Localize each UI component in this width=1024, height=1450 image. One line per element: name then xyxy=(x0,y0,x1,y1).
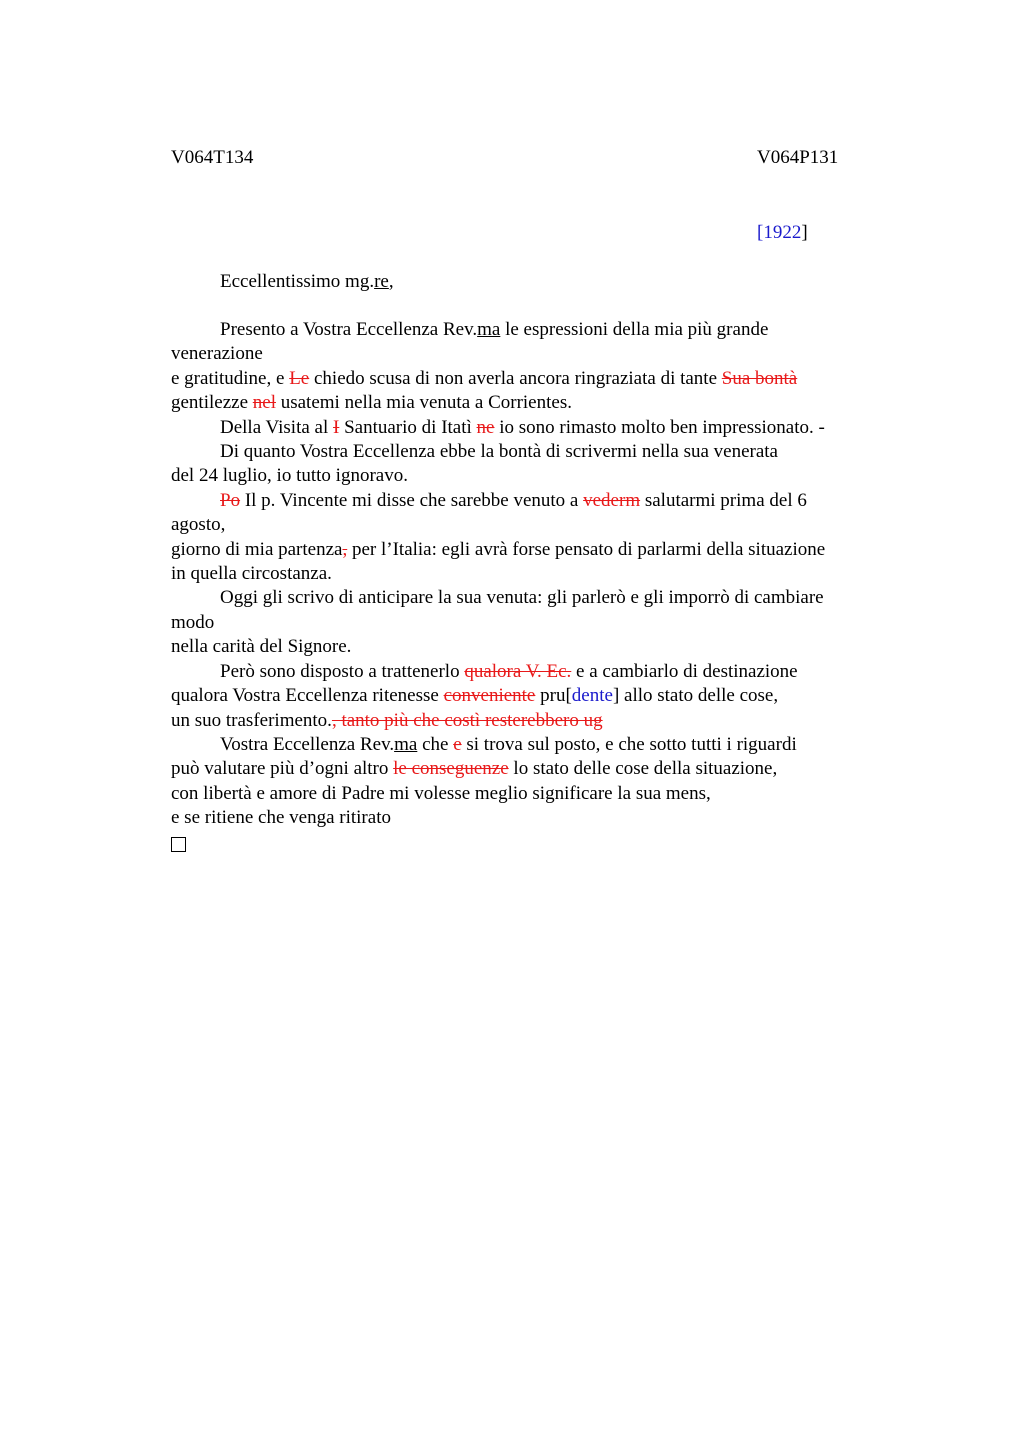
text-line: venerazione xyxy=(171,343,263,365)
text-line xyxy=(171,367,891,391)
text-span: gentilezze xyxy=(171,392,253,414)
editorial-insertion: dente xyxy=(571,685,613,707)
text-span: e a cambiarlo di destinazione xyxy=(571,660,798,682)
text-span: Però sono disposto a trattenerlo xyxy=(220,660,465,682)
text-line xyxy=(171,684,891,708)
salutation-abbr: re xyxy=(374,271,389,292)
deleted-text: , xyxy=(342,538,348,560)
text-line: con libertà e amore di Padre mi volesse meglio significare la sua mens, xyxy=(171,782,711,804)
date-bracket-open: [ xyxy=(757,222,764,243)
abbreviation: ma xyxy=(394,733,418,755)
deleted-text: nel xyxy=(252,392,276,414)
text-span: usatemi nella mia venuta a Corrientes. xyxy=(275,392,572,414)
text-span: Presento a Vostra Eccellenza Rev. xyxy=(220,319,478,340)
text-span: si trova sul posto, e che sotto tutti i riguardi xyxy=(461,733,797,755)
text-span: che xyxy=(417,733,454,755)
end-marker xyxy=(171,831,891,859)
deleted-text: I xyxy=(333,416,340,438)
text-line xyxy=(171,391,891,415)
text-span: per l’Italia: egli avrà forse pensato di parlarmi della situazione xyxy=(347,538,826,560)
deleted-text: ne xyxy=(476,416,495,438)
text-span: può valutare più d’ogni altro xyxy=(171,758,394,780)
deleted-text: qualora V. Ec. xyxy=(464,660,572,682)
text-line: nella carità del Signore. xyxy=(171,636,352,658)
text-line: modo xyxy=(171,611,215,633)
deleted-text: Le xyxy=(289,367,310,389)
text-span: e gratitudine, e xyxy=(171,367,290,389)
text-span: Della Visita al xyxy=(220,416,334,438)
text-span: qualora Vostra Eccellenza ritenesse xyxy=(171,685,444,707)
text-span: Santuario di Itatì xyxy=(339,416,477,438)
salutation-tail: , xyxy=(388,271,394,292)
text-span: lo stato delle cose della situazione, xyxy=(508,758,778,780)
deleted-text: Po xyxy=(220,489,241,511)
date-bracket-close: ] xyxy=(801,222,808,243)
text-line xyxy=(171,416,891,440)
document-code-left: V064T134 xyxy=(171,147,254,168)
text-line: del 24 luglio, io tutto ignoravo. xyxy=(171,465,408,487)
text-span: giorno di mia partenza xyxy=(171,538,343,560)
text-line xyxy=(171,318,891,342)
editorial-bracket: [ xyxy=(565,685,572,707)
deleted-text: Sua bontà xyxy=(721,367,798,389)
document-code-right: V064P131 xyxy=(757,147,839,168)
deleted-text: le conseguenze xyxy=(393,758,509,780)
text-line: in quella circostanza. xyxy=(171,563,332,585)
text-line xyxy=(171,489,891,513)
letter-body xyxy=(171,318,891,859)
deleted-text: vederm xyxy=(583,489,641,511)
text-line xyxy=(171,538,891,562)
letter-date xyxy=(757,221,808,245)
text-line: Oggi gli scrivo di anticipare la sua venuta: gli parlerò e gli imporrò di cambiare xyxy=(220,587,824,609)
text-span: Il p. Vincente mi disse che sarebbe venuto a xyxy=(240,489,584,511)
text-span: salutarmi prima del 6 xyxy=(640,489,807,511)
salutation xyxy=(220,270,394,294)
text-span: io sono rimasto molto ben impressionato. - xyxy=(494,416,825,438)
text-span: pru xyxy=(535,685,566,707)
text-line xyxy=(171,709,891,733)
text-span: allo stato delle cose, xyxy=(619,685,779,707)
abbreviation: ma xyxy=(477,319,501,340)
editorial-bracket: ] xyxy=(612,685,620,707)
salutation-text: Eccellentissimo mg. xyxy=(220,271,375,292)
text-span: le espressioni della mia più grande xyxy=(500,319,769,340)
text-span: chiedo scusa di non averla ancora ringraziata di tante xyxy=(309,367,722,389)
text-span: un suo trasferimento. xyxy=(171,709,332,731)
text-line: e se ritiene che venga ritirato xyxy=(171,807,391,829)
text-line xyxy=(171,733,891,757)
deleted-text: conveniente xyxy=(443,685,536,707)
deleted-text: e xyxy=(453,733,462,755)
text-line: agosto, xyxy=(171,514,226,536)
text-line: Di quanto Vostra Eccellenza ebbe la bontà di scrivermi nella sua venerata xyxy=(220,441,778,463)
deleted-text: , tanto più che costì resterebbero ug xyxy=(331,709,603,731)
end-box-icon xyxy=(171,837,186,852)
date-year: 1922 xyxy=(763,222,802,243)
text-span: Vostra Eccellenza Rev. xyxy=(220,733,395,755)
text-line xyxy=(171,660,891,684)
text-line xyxy=(171,757,891,781)
